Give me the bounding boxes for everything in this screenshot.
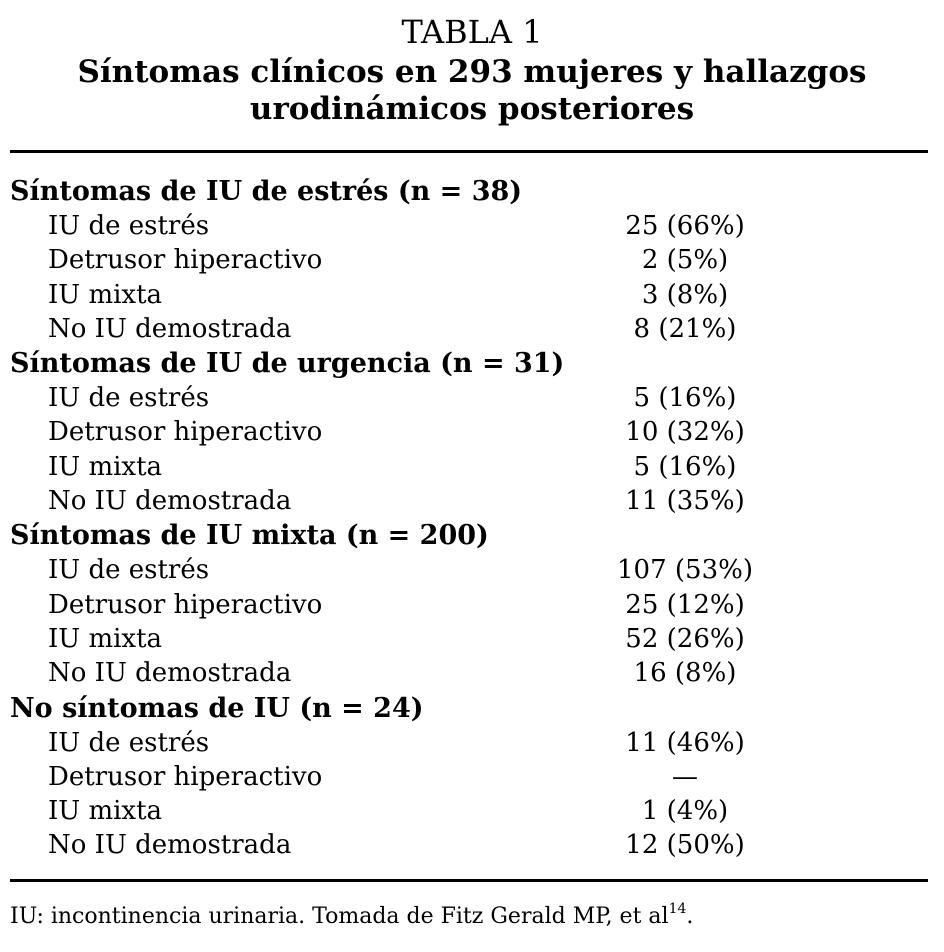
row-value: 25 (12%): [625, 589, 745, 620]
table-row: [10, 243, 928, 277]
group-header: Síntomas de IU de urgencia (n = 31): [10, 348, 565, 380]
table-row: [10, 450, 928, 484]
group-header: Síntomas de IU de estrés (n = 38): [10, 176, 523, 207]
row-value: 2 (5%): [641, 245, 729, 276]
footnote: [10, 900, 693, 934]
row-label: IU de estrés: [48, 383, 210, 414]
row-value: 11 (46%): [625, 727, 745, 758]
footnote-text: IU: incontinencia urinaria. Tomada de Fitz Gerald MP, et al: [10, 904, 669, 929]
table-body: [10, 174, 928, 863]
table-row: [10, 828, 928, 862]
table-row: [10, 415, 928, 449]
group-header: No síntomas de IU (n = 24): [10, 692, 424, 724]
table-row: [10, 553, 928, 587]
row-value: —: [672, 761, 698, 792]
table-row: [10, 726, 928, 760]
top-rule: [10, 150, 928, 153]
table-row: [10, 484, 928, 518]
row-label: IU de estrés: [48, 555, 210, 586]
row-label: IU de estrés: [48, 211, 210, 241]
table-row: [10, 760, 928, 794]
table-row: [10, 588, 928, 622]
table-row: [10, 656, 928, 690]
row-value: 52 (26%): [625, 623, 745, 654]
table-row: [10, 381, 928, 415]
row-value: 5 (16%): [633, 383, 737, 414]
group-header: Síntomas de IU mixta (n = 200): [10, 520, 489, 552]
row-value: 11 (35%): [625, 486, 745, 517]
table-row: [10, 622, 928, 656]
row-label: Detrusor hiperactivo: [48, 589, 323, 620]
row-label: No IU demostrada: [48, 658, 292, 689]
bottom-rule: [10, 879, 928, 882]
row-value: 1 (4%): [641, 796, 729, 827]
table-row: [10, 209, 928, 243]
table-row: [10, 794, 928, 828]
row-label: IU mixta: [48, 623, 163, 654]
row-value: 3 (8%): [641, 279, 729, 310]
footnote-end: .: [686, 904, 694, 929]
row-label: No IU demostrada: [48, 830, 292, 861]
row-value: 25 (66%): [625, 211, 745, 241]
table-row: [10, 312, 928, 346]
row-label: IU mixta: [48, 796, 163, 827]
footnote-reference: 14: [668, 901, 687, 917]
row-label: No IU demostrada: [48, 313, 292, 344]
row-label: Detrusor hiperactivo: [48, 245, 323, 276]
row-label: No IU demostrada: [48, 486, 292, 517]
table-title-line-2: urodinámicos posteriores: [249, 91, 695, 127]
table-title-line-1: Síntomas clínicos en 293 mujeres y hallazgos: [77, 54, 867, 90]
row-value: 10 (32%): [625, 417, 745, 448]
row-value: 16 (8%): [633, 658, 737, 689]
row-label: IU mixta: [48, 451, 163, 482]
row-value: 107 (53%): [617, 555, 753, 586]
row-label: Detrusor hiperactivo: [48, 761, 323, 792]
row-label: IU mixta: [48, 279, 163, 310]
row-value: 8 (21%): [633, 313, 737, 344]
row-value: 12 (50%): [625, 830, 745, 861]
row-label: Detrusor hiperactivo: [48, 417, 323, 448]
table-row: [10, 278, 928, 312]
row-label: IU de estrés: [48, 727, 210, 758]
table-title: [0, 54, 944, 128]
row-value: 5 (16%): [633, 451, 737, 482]
table-number: TABLA 1: [401, 13, 543, 51]
